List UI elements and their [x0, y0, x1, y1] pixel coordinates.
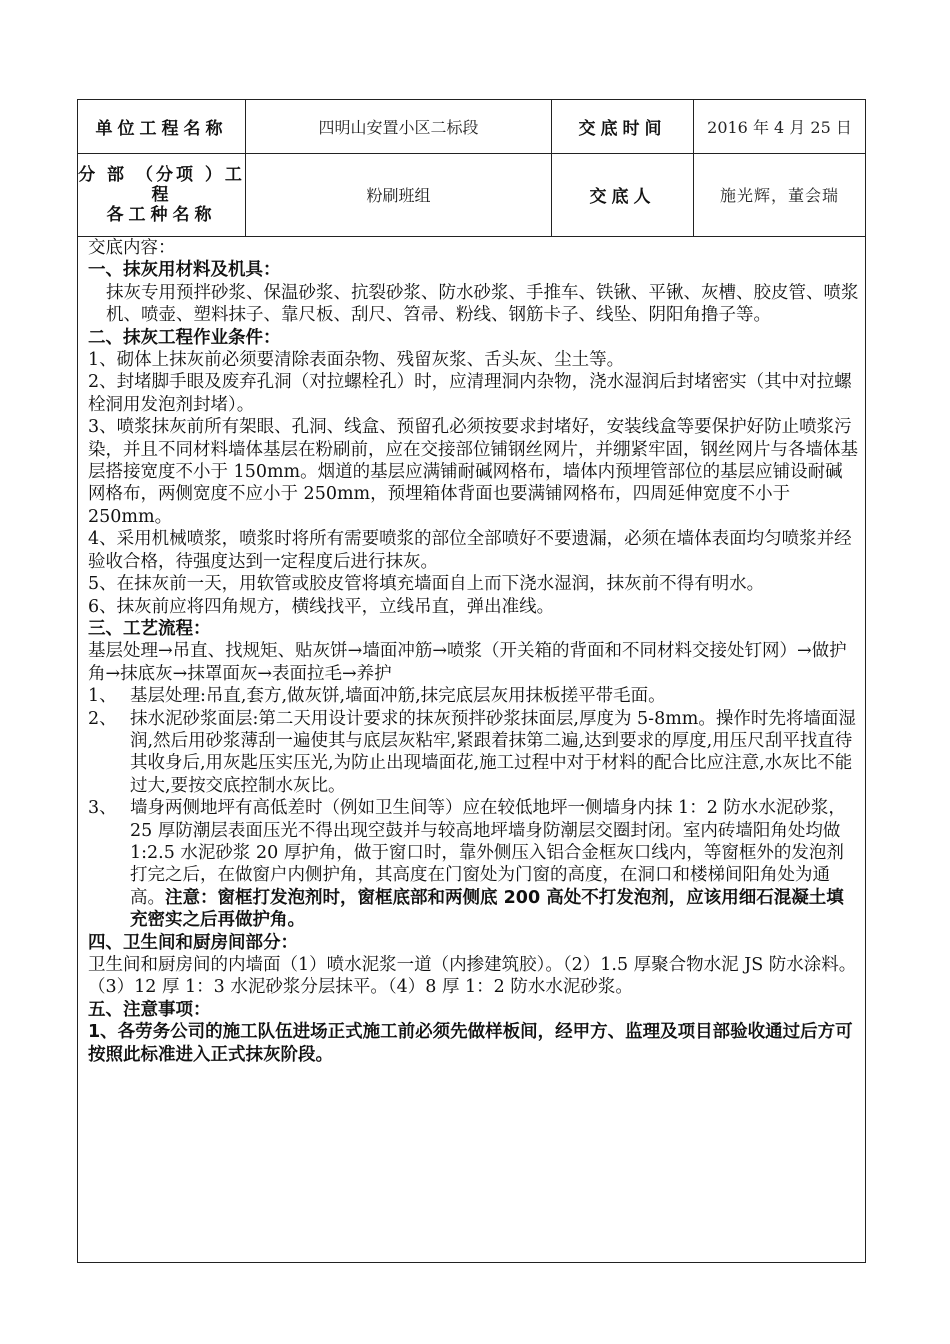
disclosure-time-label: 交底时间	[552, 100, 694, 153]
discloser-label: 交底人	[552, 153, 694, 236]
section-5-title: 五、注意事项：	[88, 999, 211, 1020]
section-3-item-3-text: 墙身两侧地坪有高低差时（例如卫生间等）应在较低地坪一侧墙身内抹 1：2 防水水泥砂浆，25 厚防潮层表面压光不得出现空鼓并与较高地坪墙身防潮层交圈封闭。室内砖墙阳角处均做 1:2.5 水泥砂浆 20 厚护角，做于窗口时，靠外侧压入铝合金框灰口线内，等窗框外的发泡剂打完之后，在做窗户内侧护角，其高度在门窗处为门窗的高度，在洞口和楼梯间阳角处为通高。	[130, 798, 846, 908]
section-3-item-2-number: 2、	[88, 708, 117, 729]
section-3-item-3-note: 注意：窗框打发泡剂时，窗框底部和两侧底 200 高处不打发泡剂，应该用细石混凝土填充密实之后再做护角。	[130, 887, 844, 931]
sub-project-label	[78, 153, 246, 236]
content-intro: 交底内容：	[88, 238, 176, 258]
section-3-flow: 基层处理→吊直、找规矩、贴灰饼→墙面冲筋→喷浆（开关箱的背面和不同材料交接处钉网）→做护角→抹底灰→抹罩面灰→表面拉毛→养护	[88, 641, 847, 684]
disclosure-sheet	[77, 99, 866, 1263]
section-2-title: 二、抹灰工程作业条件：	[88, 327, 281, 348]
section-2-item-1: 1、砌体上抹灰前必须要清除表面杂物、残留灰浆、舌头灰、尘土等。	[88, 350, 625, 371]
section-3-item-3-body	[130, 797, 859, 931]
project-name-label: 单位工程名称	[78, 100, 246, 153]
section-3-item-3-number: 3、	[88, 798, 117, 819]
section-1-title: 一、抹灰用材料及机具：	[88, 260, 281, 281]
sub-project-value: 粉刷班组	[246, 153, 552, 236]
section-2-item-6: 6、抹灰前应将四角规方，横线找平，立线吊直，弹出准线。	[88, 596, 555, 617]
section-1-text: 抹灰专用预拌砂浆、保温砂浆、抗裂砂浆、防水砂浆、手推车、铁锹、平锹、灰槽、胶皮管、喷浆机、喷壶、塑料抹子、靠尺板、刮尺、笤帚、粉线、钢筋卡子、线坠、阴阳角撸子等。	[106, 282, 859, 326]
sub-project-label-line2: 程	[151, 184, 172, 205]
discloser-value: 施光辉，董会瑞	[719, 186, 839, 205]
section-2-item-4: 4、采用机械喷浆，喷浆时将所有需要喷浆的部位全部喷好不要遗漏，必须在墙体表面均匀喷浆并经验收合格，待强度达到一定程度后进行抹灰。	[88, 529, 852, 572]
section-3-item-3	[88, 797, 859, 931]
section-2-item-3: 3、喷浆抹灰前所有架眼、孔洞、线盒、预留孔必须按要求封堵好，安装线盒等要保护好防止喷浆污染，并且不同材料墙体基层在粉刷前，应在交接部位铺钢丝网片，并绷紧牢固，钢丝网片与各墙体基层搭接宽度不小于 150mm。烟道的基层应满铺耐碱网格布，墙体内预埋管部位的基层应铺设耐碱网格布，两侧宽度不应小于 250mm，预埋箱体背面也要满铺网格布，四周延伸宽度不小于 250mm。	[88, 417, 858, 527]
section-5-item-1: 1、各劳务公司的施工队伍进场正式施工前必须先做样板间，经甲方、监理及项目部验收通过后方可按照此标准进入正式抹灰阶段。	[88, 1022, 853, 1065]
header-row-1	[78, 100, 865, 154]
sub-project-label-line3: 各工种名称	[106, 204, 217, 225]
section-3-item-2	[88, 708, 859, 798]
section-4-title: 四、卫生间和厨房间部分：	[88, 932, 298, 953]
section-3-title: 三、工艺流程：	[88, 618, 211, 639]
section-3-item-1	[88, 685, 859, 707]
section-3-item-1-number: 1、	[88, 686, 117, 707]
section-2-item-2: 2、封堵脚手眼及废弃孔洞（对拉螺栓孔）时，应清理洞内杂物，浇水湿润后封堵密实（其中对拉螺栓洞用发泡剂封堵）。	[88, 372, 852, 415]
section-3-item-1-text: 基层处理:吊直,套方,做灰饼,墙面冲筋,抹完底层灰用抹板搓平带毛面。	[130, 686, 666, 707]
header-row-2	[78, 153, 865, 237]
sub-project-label-line1: 分 部 （分项 ）工	[78, 164, 245, 185]
section-4-text: 卫生间和厨房间的内墙面（1）喷水泥浆一道（内掺建筑胶）。（2）1.5 厚聚合物水泥 JS 防水涂料。（3）12 厚 1：3 水泥砂浆分层抹平。（4）8 厚 1：2 防水水泥砂浆。	[88, 955, 857, 998]
disclosure-content	[78, 237, 865, 1066]
section-3-item-2-text: 抹水泥砂浆面层:第二天用设计要求的抹灰预拌砂浆抹面层,厚度为 5-8mm。操作时先将墙面湿润,然后用砂浆薄刮一遍使其与底层灰粘牢,紧跟着抹第二遍,达到要求的厚度,用压尺刮平找直待其收身后,用灰匙压实压光,为防止出现墙面花,施工过程中对于材料的配合比应注意,水灰比不能过大,要按交底控制水灰比。	[130, 708, 856, 796]
project-name-value: 四明山安置小区二标段	[246, 100, 552, 153]
disclosure-time-value: 2016 年 4 月 25 日	[707, 118, 852, 137]
section-2-item-5: 5、在抹灰前一天，用软管或胶皮管将填充墙面自上而下浇水湿润，抹灰前不得有明水。	[88, 574, 765, 595]
